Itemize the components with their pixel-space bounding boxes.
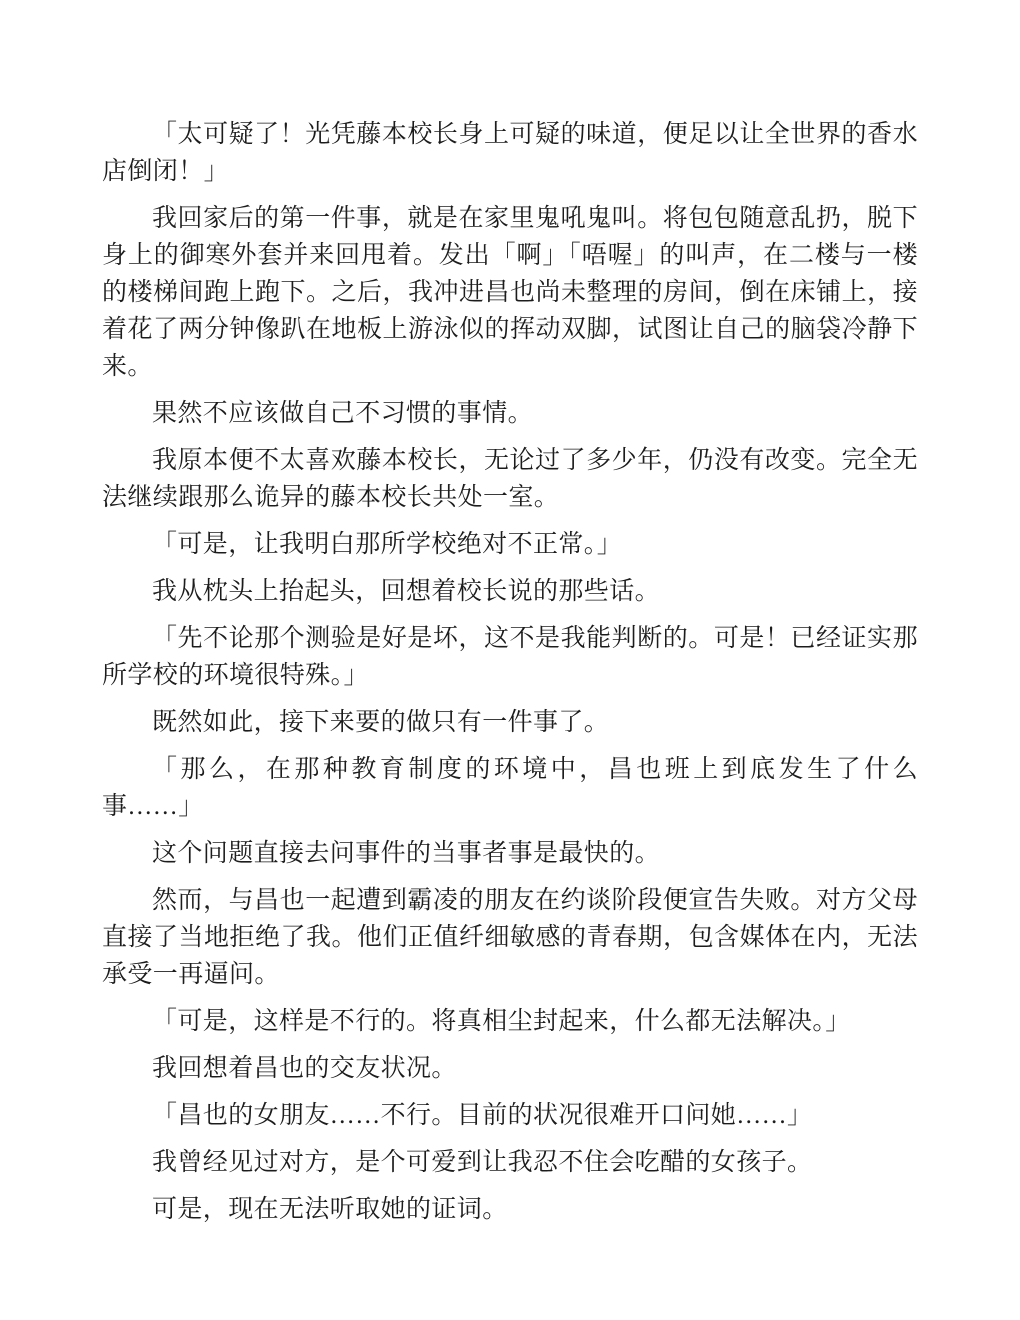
- paragraph: 「可是，让我明白那所学校绝对不正常。」: [152, 531, 623, 558]
- paragraph: 然而，与昌也一起遭到霸凌的朋友在约谈阶段便宣告失败。对方父母直接了当地拒绝了我。他们正值纤细敏感的青春期，包含媒体在内，无法承受一再逼问。: [102, 887, 918, 988]
- paragraph: 我曾经见过对方，是个可爱到让我忍不住会吃醋的女孩子。: [152, 1149, 813, 1176]
- paragraph: 果然不应该做自己不习惯的事情。: [152, 400, 534, 427]
- paragraph: 我回家后的第一件事，就是在家里鬼吼鬼叫。将包包随意乱扔，脱下身上的御寒外套并来回甩着。发出「啊」「唔喔」的叫声，在二楼与一楼的楼梯间跑上跑下。之后，我冲进昌也尚未整理的房间，倒在床铺上，接着花了两分钟像趴在地板上游泳似的挥动双脚，试图让自己的脑袋冷静下来。: [102, 205, 918, 380]
- paragraph: 这个问题直接去问事件的当事者事是最快的。: [152, 840, 661, 867]
- paragraph: 「太可疑了！光凭藤本校长身上可疑的味道，便足以让全世界的香水店倒闭！」: [102, 121, 918, 185]
- paragraph: 既然如此，接下来要的做只有一件事了。: [152, 709, 610, 736]
- paragraph: 我回想着昌也的交友状况。: [152, 1055, 457, 1082]
- paragraph: 可是，现在无法听取她的证词。: [152, 1196, 508, 1223]
- paragraph: 「昌也的女朋友……不行。目前的状况很难开口问她……」: [152, 1102, 813, 1129]
- paragraph: 「可是，这样是不行的。将真相尘封起来，什么都无法解决。」: [152, 1008, 851, 1035]
- paragraph: 「先不论那个测验是好是坏，这不是我能判断的。可是！已经证实那所学校的环境很特殊。」: [102, 625, 918, 689]
- paragraph: 「那么，在那种教育制度的环境中，昌也班上到底发生了什么事……」: [102, 756, 918, 820]
- paragraph: 我从枕头上抬起头，回想着校长说的那些话。: [152, 578, 661, 605]
- paragraph: 我原本便不太喜欢藤本校长，无论过了多少年，仍没有改变。完全无法继续跟那么诡异的藤本校长共处一室。: [102, 447, 918, 511]
